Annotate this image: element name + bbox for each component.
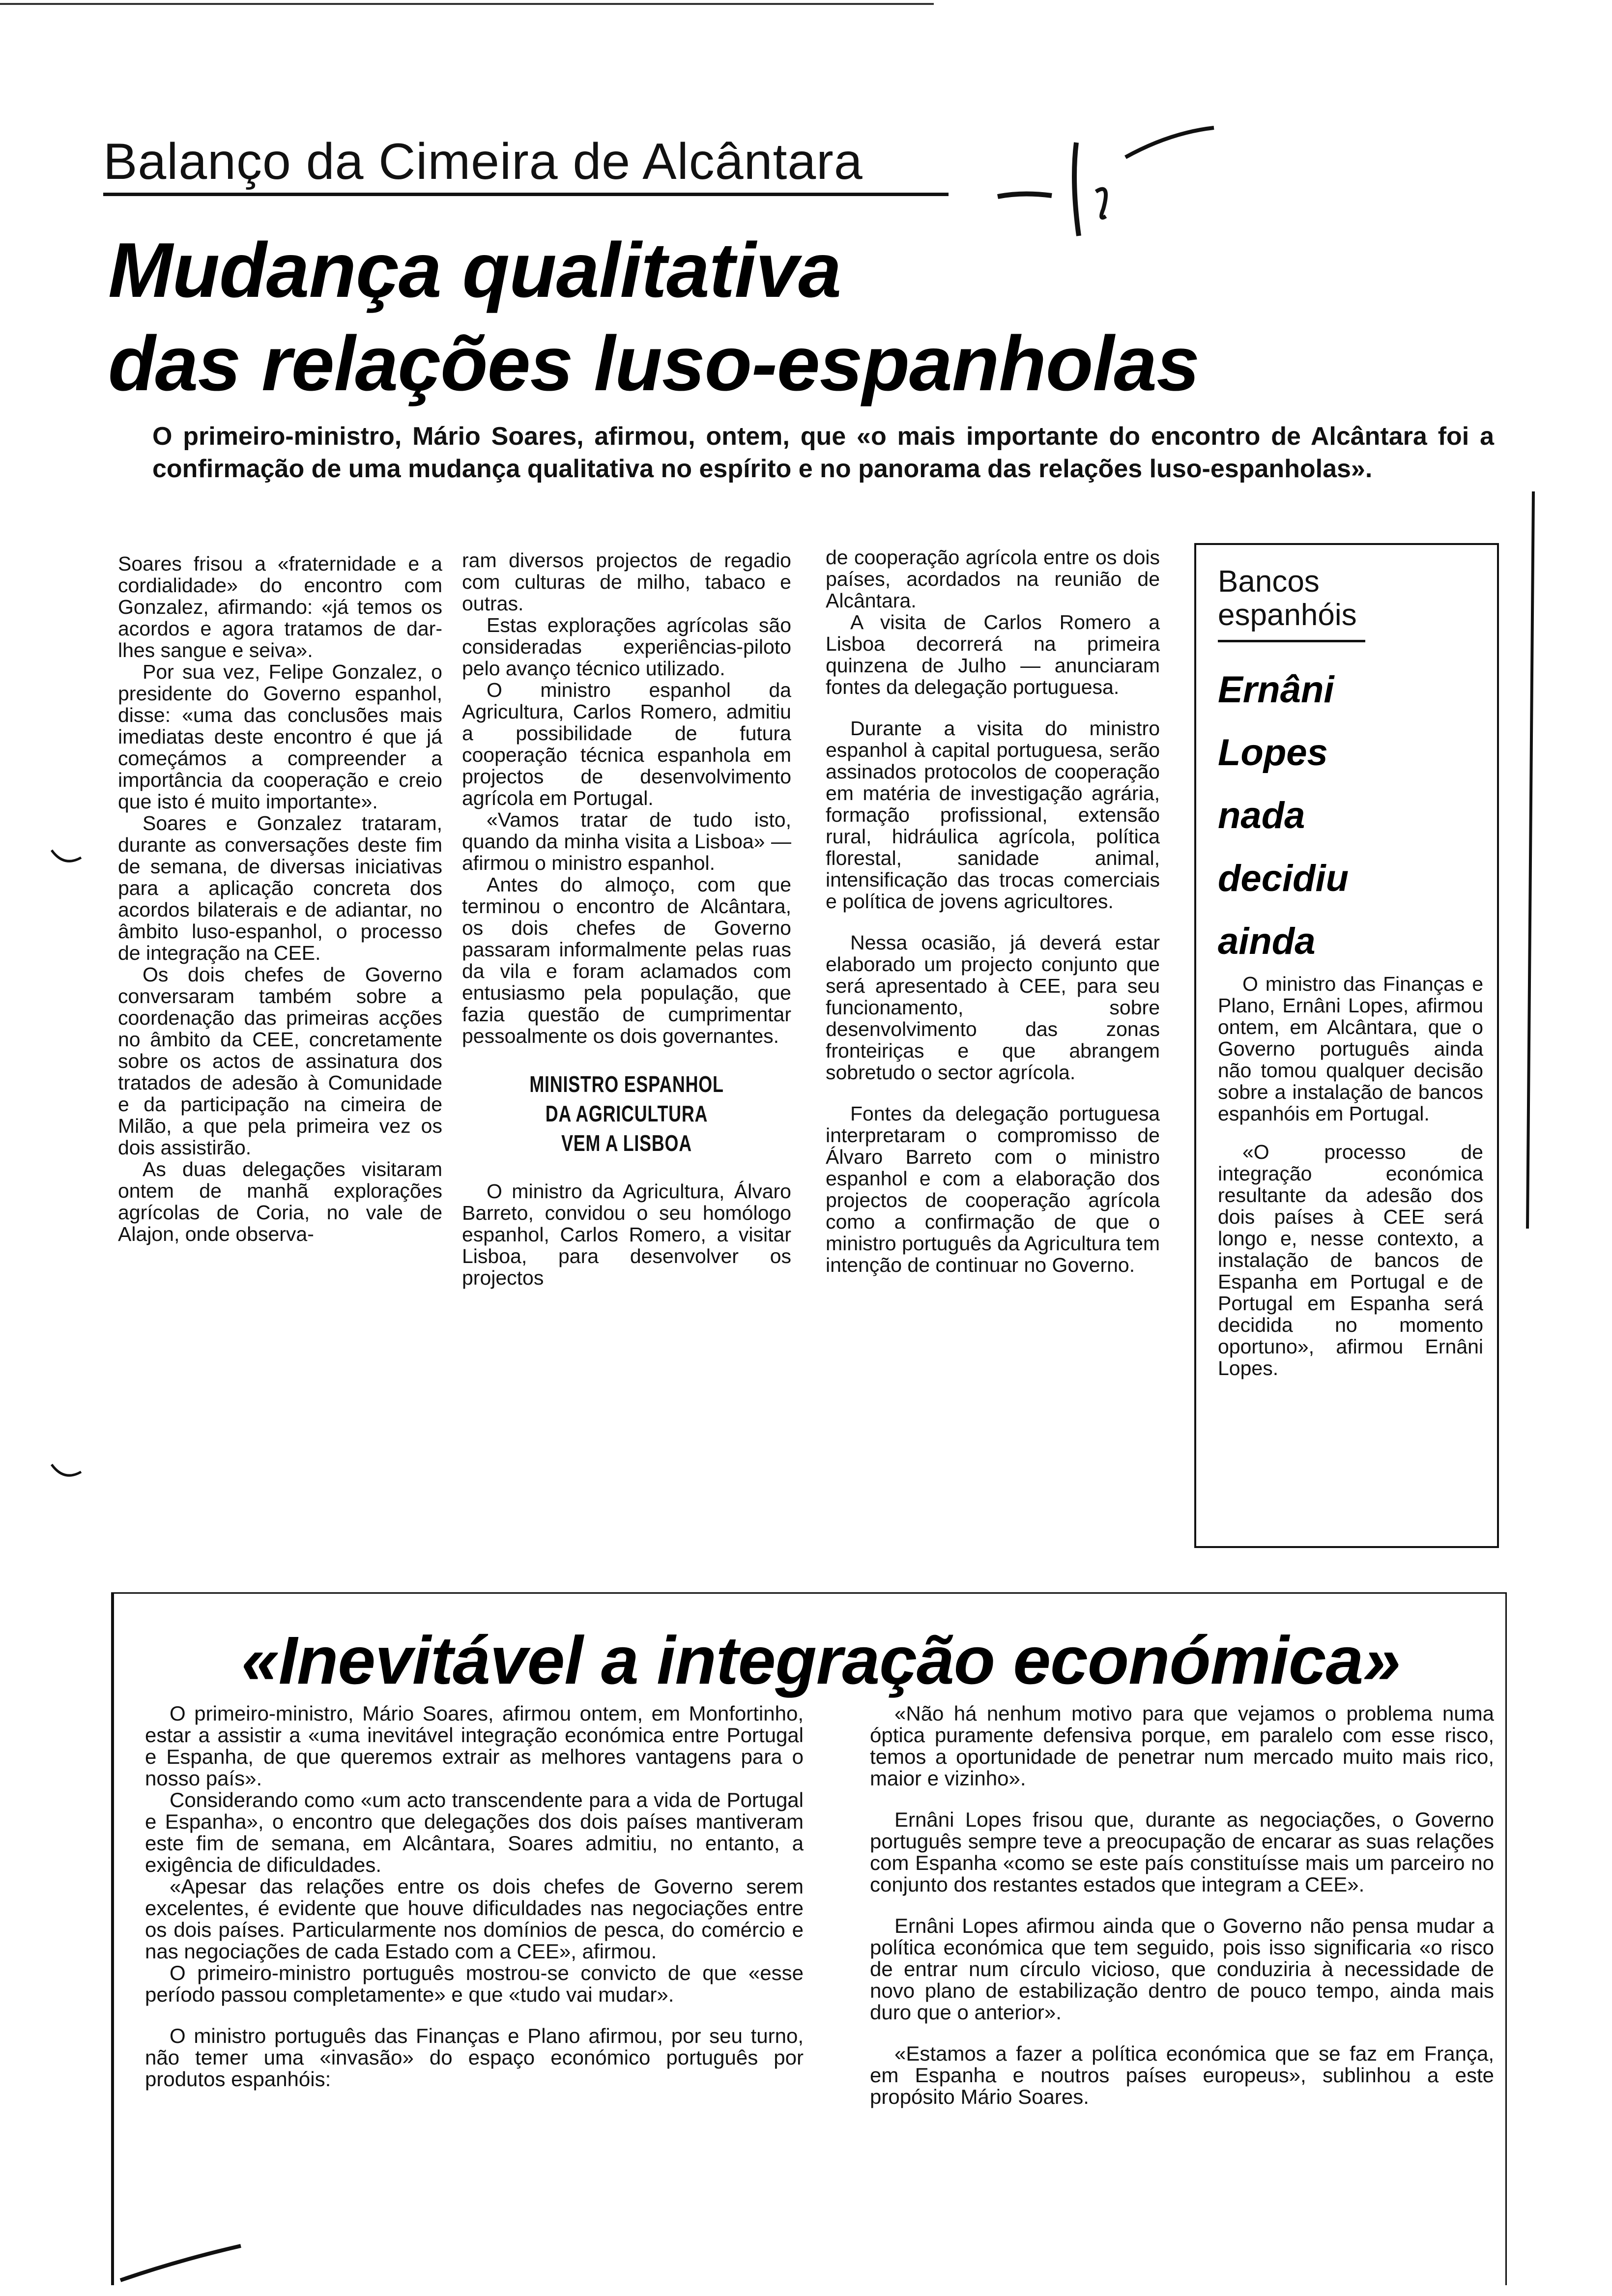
secondary-column-right [870,1703,1494,2108]
headline-line-2: das relações luso-espanholas [108,320,1200,407]
paragraph: Fontes da delegação portuguesa interpretaram o compromisso de Álvaro Barreto com o ministro espanhol e com a elaboração dos projectos de cooperação agrícola como a confirmação de que o ministro português da Agricultura tem intenção de continuar no Governo. [826,1102,1160,1276]
sidebar-kicker-line-2: espanhóis [1218,598,1357,632]
article-kicker: Balanço da Cimeira de Alcântara [103,133,863,190]
paragraph: Por sua vez, Felipe Gonzalez, o presidente do Governo espanhol, disse: «uma das conclusões mais imediatas deste encontro é que já começámos a compreender a importância da cooperação e creio que isto é muito importante». [118,660,442,813]
paragraph: O ministro da Agricultura, Álvaro Barreto, convidou o seu homólogo espanhol, Carlos Romero, a visitar Lisboa, para desenvolver os projectos [462,1180,791,1289]
paragraph: ram diversos projectos de regadio com culturas de milho, tabaco e outras. [462,549,791,615]
paragraph: Durante a visita do ministro espanhol à capital portuguesa, serão assinados protocolos de cooperação em matéria de investigação agrária, formação profissional, extensão rural, hidráulica agrícola, política florestal, sanidade animal, intensificação das trocas comerciais e política de jovens agricultores. [826,717,1160,913]
paragraph: O primeiro-ministro português mostrou-se convicto de que «esse período passou completamente» e que «tudo vai mudar». [145,1961,804,2006]
subhead-line-1: MINISTRO ESPANHOL [529,1071,724,1097]
sidebar-headline-line: decidiu [1218,858,1349,899]
sidebar-kicker-underline [1218,640,1365,642]
sidebar-kicker [1218,565,1357,632]
subhead-line-2: DA AGRICULTURA [545,1101,708,1126]
paragraph: «Estamos a fazer a política económica que se faz em França, em Espanha e noutros países europeus», sublinhou a este propósito Mário Soares. [870,2042,1494,2108]
subhead-line-3: VEM A LISBOA [561,1130,692,1156]
article-column-3 [826,546,1160,1276]
paragraph: «O processo de integração económica resultante da adesão dos dois países à CEE será longo e, nesse contexto, a instalação de bancos de Espanha em Portugal e de Portugal em Espanha será decidida no momento oportuno», afirmou Ernâni Lopes. [1218,1141,1483,1379]
sidebar-headline [1218,659,1349,973]
handwritten-stroke [118,2241,246,2285]
sidebar-headline-line: Lopes [1218,732,1328,774]
article-lead: O primeiro-ministro, Mário Soares, afirmou, ontem, que «o mais importante do encontro de Alcântara foi a confirmação de uma mudança qualitativa no espírito e no panorama das relações luso-espanholas». [152,422,1494,483]
paragraph: O ministro das Finanças e Plano, Ernâni Lopes, afirmou ontem, em Alcântara, que o Governo português ainda não tomou qualquer decisão sobre a instalação de bancos espanhóis em Portugal. [1218,973,1483,1125]
paragraph: Considerando como «um acto transcendente para a vida de Portugal e Espanha», o encontro que delegações dos dois países mantiveram este fim de semana, em Alcântara, Soares admitiu, no entanto, a exigência de dificuldades. [145,1788,804,1876]
handwritten-mark [993,123,1219,241]
margin-curve-mark [49,845,84,870]
paragraph: de cooperação agrícola entre os dois países, acordados na reunião de Alcântara. [826,546,1160,612]
paragraph: O ministro espanhol da Agricultura, Carlos Romero, admitiu a possibilidade de futura cooperação técnica espanhola em projectos de desenvolvimento agrícola em Portugal. [462,679,791,809]
paragraph: Ernâni Lopes afirmou ainda que o Governo não pensa mudar a política económica que tem seguido, pois isso significaria «o risco de entrar num círculo vicioso, que conduziria à necessidade de novo plano de estabilização dentro de pouco tempo, ainda mais duro que o anterior». [870,1914,1494,2024]
sidebar-headline-line: Ernâni [1218,669,1334,711]
kicker-underline [103,193,949,196]
paragraph: «Apesar das relações entre os dois chefes de Governo serem excelentes, é evidente que houve dificuldades nas negociações entre os dois países. Particularmente nos domínios de pesca, do comércio e nas negociações de cada Estado com a CEE», afirmou. [145,1875,804,1963]
margin-line-mark [1519,491,1538,1229]
paragraph: Ernâni Lopes frisou que, durante as negociações, o Governo português sempre teve a preocupação de encarar as suas relações com Espanha «como se este país constituísse mais um parceiro no conjunto dos restantes estados que integram a CEE». [870,1808,1494,1896]
secondary-column-left [145,1703,804,2090]
top-rule [0,3,934,5]
paragraph: Estas explorações agrícolas são consideradas experiências-piloto pelo avanço técnico utilizado. [462,614,791,680]
main-headline [108,224,1199,410]
paragraph: Soares e Gonzalez trataram, durante as conversações deste fim de semana, de diversas iniciativas para a aplicação concreta dos acordos bilaterais e de adiantar, no âmbito luso-espanhol, o processo de integração na CEE. [118,812,442,964]
sidebar-kicker-line-1: Bancos [1218,565,1320,599]
margin-curve-mark [49,1460,84,1484]
sidebar-body [1218,973,1483,1379]
paragraph: As duas delegações visitaram ontem de manhã explorações agrícolas de Coria, no vale de Alajon, onde observa- [118,1158,442,1245]
paragraph: A visita de Carlos Romero a Lisboa decorrerá na primeira quinzena de Julho — anunciaram fontes da delegação portuguesa. [826,611,1160,698]
article-subhead [498,1069,755,1158]
secondary-headline: «Inevitável a integração económica» [241,1623,1401,1698]
headline-line-1: Mudança qualitativa [108,227,841,314]
paragraph: O ministro português das Finanças e Plano afirmou, por seu turno, não temer uma «invasão» do espaço económico português por produtos espanhóis: [145,2024,804,2091]
article-column-1 [118,553,442,1245]
sidebar-headline-line: nada [1218,795,1305,836]
article-column-2 [462,549,791,1289]
paragraph: «Não há nenhum motivo para que vejamos o problema numa óptica puramente defensiva porque, em paralelo com esse risco, temos a oportunidade de penetrar num mercado muito mais rico, maior e vizinho». [870,1702,1494,1790]
paragraph: Antes do almoço, com que terminou o encontro de Alcântara, os dois chefes de Governo passaram informalmente pelas ruas da vila e foram aclamados com entusiasmo pela população, que fazia questão de cumprimentar pessoalmente os dois governantes. [462,873,791,1047]
paragraph: O primeiro-ministro, Mário Soares, afirmou ontem, em Monfortinho, estar a assistir a «uma inevitável integração económica entre Portugal e Espanha, de que queremos extrair as melhores vantagens para o nosso país». [145,1702,804,1790]
paragraph: Soares frisou a «fraternidade e a cordialidade» do encontro com Gonzalez, afirmando: «já temos os acordos e agora tratamos de dar-lhes sangue e seiva». [118,552,442,661]
sidebar-headline-line: ainda [1218,920,1316,962]
paragraph: «Vamos tratar de tudo isto, quando da minha visita a Lisboa» — afirmou o ministro espanhol. [462,808,791,874]
paragraph: Os dois chefes de Governo conversaram também sobre a coordenação das primeiras acções no âmbito da CEE, concretamente sobre os actos de assinatura dos tratados de adesão à Comunidade e da participação na cimeira de Milão, a que pela primeira vez os dois assistirão. [118,963,442,1159]
paragraph: Nessa ocasião, já deverá estar elaborado um projecto conjunto que será apresentado à CEE, para seu funcionamento, sobre desenvolvimento das zonas fronteiriças e que abrangem sobretudo o sector agrícola. [826,931,1160,1084]
